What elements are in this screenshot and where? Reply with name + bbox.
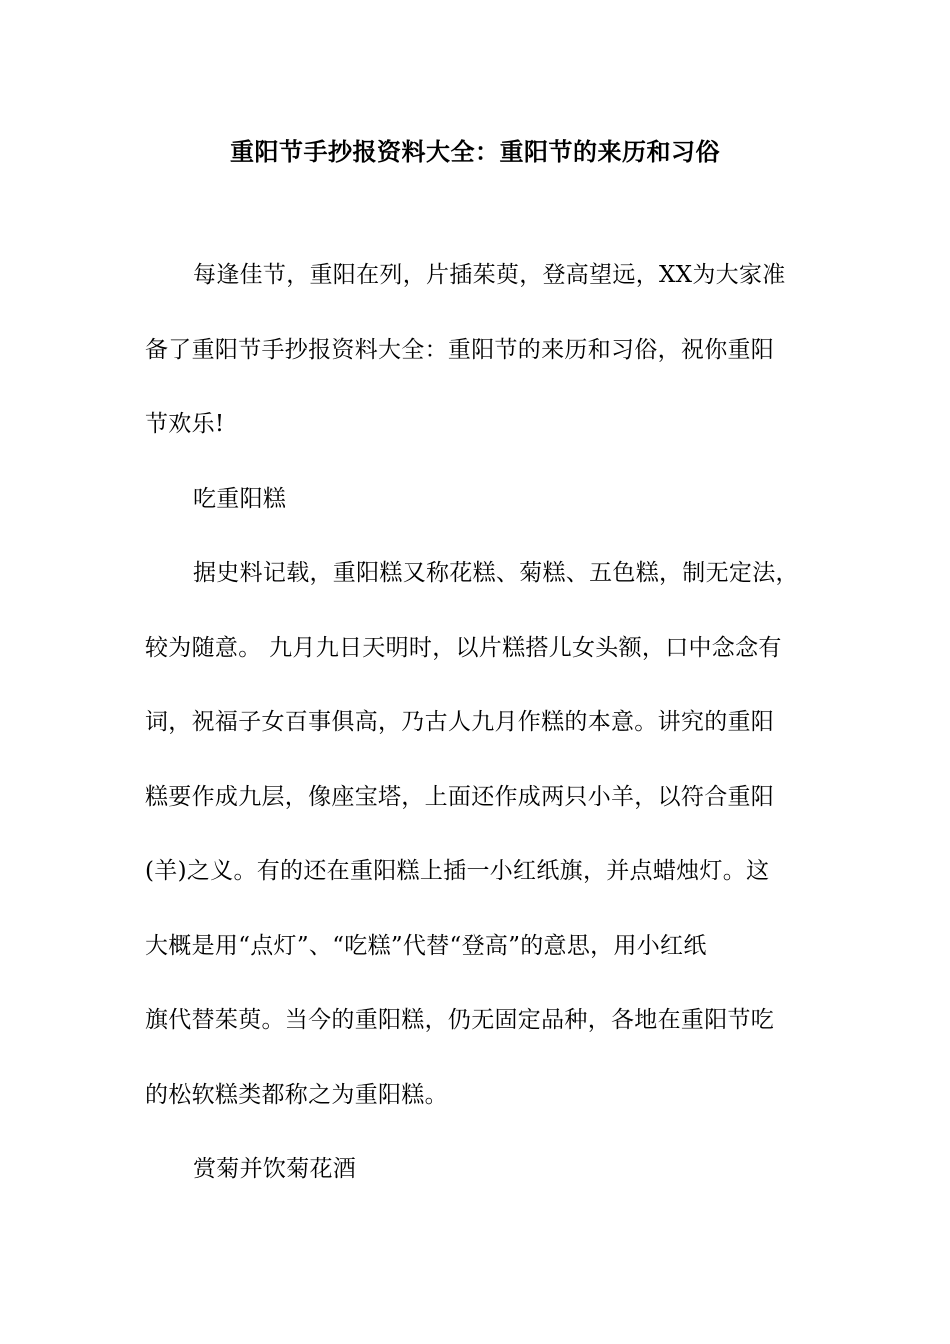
paragraph-line: 旗代替茱萸。当今的重阳糕，仍无固定品种，各地在重阳节吃 xyxy=(145,1007,775,1033)
section-heading: 吃重阳糕 xyxy=(193,485,287,512)
document-title: 重阳节手抄报资料大全：重阳节的来历和习俗 xyxy=(230,137,720,166)
paragraph-line: 节欢乐! xyxy=(145,411,225,437)
paragraph-line: (羊)之义。有的还在重阳糕上插一小红纸旗，并点蜡烛灯。这 xyxy=(145,858,770,884)
paragraph-line: 据史料记载，重阳糕又称花糕、菊糕、五色糕，制无定法， xyxy=(193,560,799,586)
paragraph-line: 糕要作成九层，像座宝塔，上面还作成两只小羊，以符合重阳 xyxy=(145,783,775,810)
document-body xyxy=(145,238,815,1207)
section-heading: 赏菊并饮菊花酒 xyxy=(193,1156,357,1182)
paragraph-line: 大概是用“点灯”、“吃糕”代替“登高”的意思，用小红纸 xyxy=(145,932,707,959)
paragraph-line: 备了重阳节手抄报资料大全：重阳节的来历和习俗，祝你重阳 xyxy=(145,336,775,363)
paragraph-line: 较为随意。 九月九日天明时，以片糕搭儿女头额，口中念念有 xyxy=(145,634,782,661)
paragraph-line: 词，祝福子女百事俱高，乃古人九月作糕的本意。讲究的重阳 xyxy=(145,709,775,735)
paragraph-line: 每逢佳节，重阳在列，片插茱萸，登高望远，XX为大家准 xyxy=(193,262,786,288)
paragraph-line: 的松软糕类都称之为重阳糕。 xyxy=(145,1081,448,1108)
